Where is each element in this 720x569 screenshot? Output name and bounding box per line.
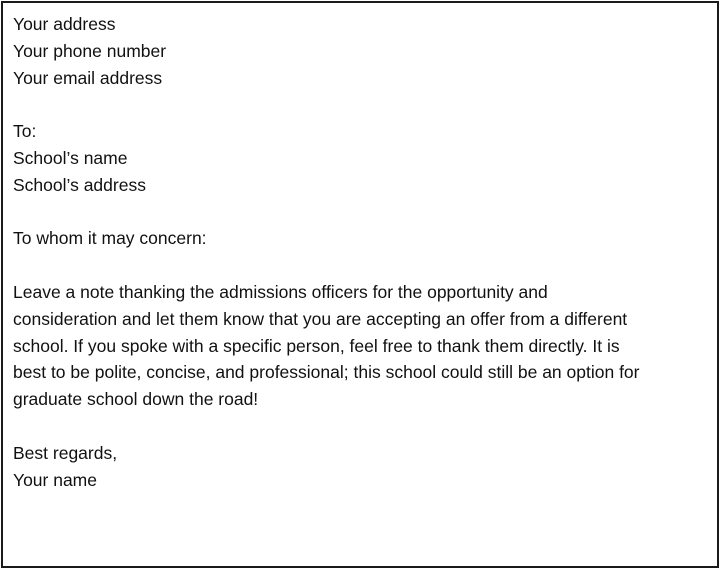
sender-email: Your email address	[13, 67, 163, 88]
salutation: To whom it may concern:	[13, 228, 207, 249]
recipient-block	[13, 118, 703, 198]
signer-name: Your name	[13, 469, 97, 490]
letter-frame	[1, 1, 719, 568]
spacer	[13, 91, 703, 118]
closing-block	[13, 440, 703, 494]
school-name: School’s name	[13, 147, 128, 168]
body-line: Leave a note thanking the admissions officers for the opportunity and	[13, 281, 548, 302]
body-paragraph	[13, 279, 703, 413]
body-line: graduate school down the road!	[13, 389, 259, 410]
letter-template	[13, 11, 703, 493]
to-label: To:	[13, 121, 37, 142]
sender-address: Your address	[13, 14, 116, 34]
sender-phone: Your phone number	[13, 40, 167, 61]
spacer	[13, 199, 703, 226]
spacer	[13, 252, 703, 279]
body-line: best to be polite, concise, and professional; this school could still be an option for	[13, 362, 640, 383]
body-line: consideration and let them know that you are accepting an offer from a different	[13, 308, 628, 329]
spacer	[13, 413, 703, 440]
school-address: School’s address	[13, 174, 146, 195]
sign-off: Best regards,	[13, 442, 118, 463]
sender-block	[13, 11, 703, 91]
body-line: school. If you spoke with a specific person, feel free to thank them directly. It is	[13, 335, 620, 356]
